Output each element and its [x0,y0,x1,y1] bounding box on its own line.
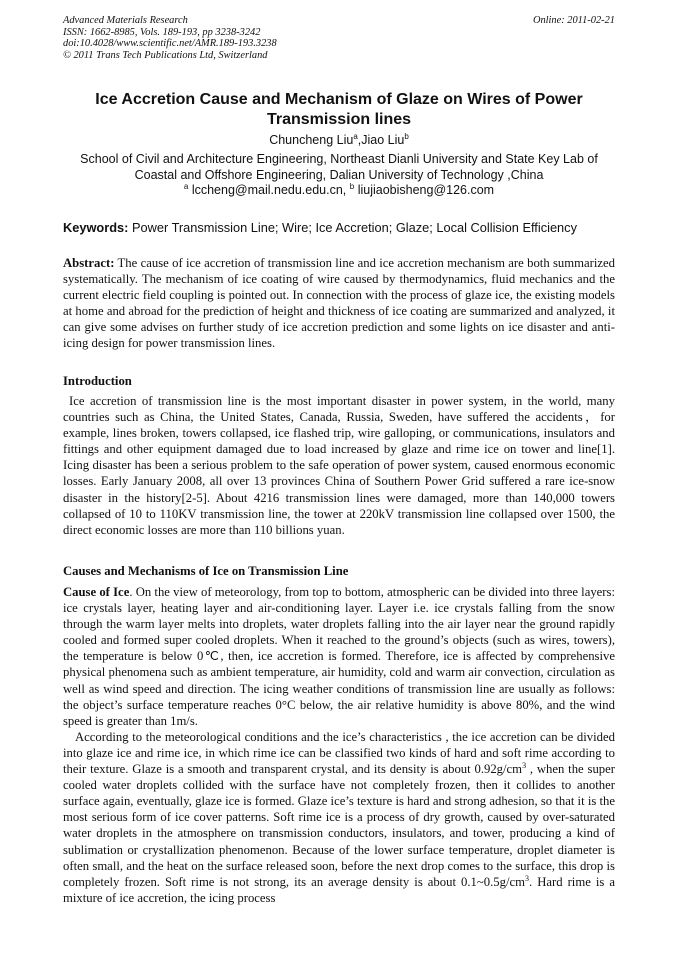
cause-text: . On the view of meteorology, from top to bottom, atmospheric can be divided into three layers: ice crystals layer, heating layer and air-conditioning layer. Layer i.e. ice crystals falling from the snow through the warm layer melts into droplets, water droplets falling into the air layer near the ground rapidly cooled and formed super cooled droplets. When it reached to the ground’s objects (such as wires, towers), the temperature is below 0℃, then, ice accretion is formed. Therefore, ice is affected by comprehensive physical phenomena such as ambient temperature, air humidity, cold and warm air convection, circulation as well as wind speed and direction. The icing weather conditions of transmission line are usually as follows: the object’s surface temperature reaches 0°C below, the air relative humidity is above 80%, and the wind speed is greater than 1m/s. [63,585,615,728]
cause-label: Cause of Ice [63,585,130,599]
issn-line: ISSN: 1662-8985, Vols. 189-193, pp 3238-3242 [63,26,261,38]
causes-heading: Causes and Mechanisms of Ice on Transmission Line [63,564,349,578]
email-a: lccheng@mail.nedu.edu.cn, [188,183,350,197]
journal-name: Advanced Materials Research [63,15,188,26]
email-a-mark: a [183,181,189,191]
causes-section [63,584,615,906]
emails [63,183,615,199]
author-1-mark: a [353,131,358,141]
para2-sup-1: 3 [522,760,527,770]
abstract [63,255,615,352]
author-2-mark: b [404,131,409,141]
affiliation-line-1: School of Civil and Architecture Engineering, Northeast Dianli University and State Key Lab of [80,152,598,166]
title-line-2: Transmission lines [266,111,412,128]
journal-header [63,15,615,61]
cause-paragraph [63,584,615,729]
classification-paragraph [63,729,615,906]
introduction-heading: Introduction [63,374,132,388]
author-2: Jiao Liu [361,133,405,147]
affiliation-line-2: Coastal and Offshore Engineering, Dalian University of Technology ,China [134,167,544,182]
para2-sup-2: 3 [524,873,529,883]
abstract-text: The cause of ice accretion of transmission line and ice accretion mechanism are both summarized systematically. The mechanism of ice coating of wire caused by thermodynamics, fluid mechanics and the current electric field coupling is pointed out. In connection with the process of glaze ice, the existing models at home and abroad for the prediction of height and thickness of ice coating are summarized and analyzed, it can give some advises on further study of ice accretion prediction and some lights on ice disaster and anti-icing design for power transmission lines. [63,256,615,351]
para2-part-2: , when the super cooled water droplets collided with the surface have not completely frozen, then it collides to another surface again, eventually, glaze ice is formed. Glaze ice’s texture is hard and strong adhesion, so that it is the most serious form of ice cover patterns. Soft rime ice is a process of dry growth, caused by over-saturated water droplets in the atmosphere on transmission conductors, insulators, and tower, producing a kind of sublimation or crystallization phenomenon. Because of the lower surface temperature, droplet diameter is often small, and the heat on the surface released soon, before the next drop comes to the surface, this drop is completely frozen. Soft rime is not strong, its an average density is about 0.1~0.5g/cm [63,762,615,889]
introduction-section [63,393,615,538]
email-b-mark: b [349,181,355,191]
paper-title [63,90,615,130]
authors [63,132,615,148]
title-line-1: Ice Accretion Cause and Mechanism of Glaze on Wires of Power [95,91,583,108]
copyright-line: © 2011 Trans Tech Publications Ltd, Switzerland [63,49,268,61]
para2-part-1: According to the meteorological conditions and the ice’s characteristics , the ice accretion can be divided into glaze ice and rime ice, in which rime ice can be classified two kinds of hard and soft rime according to their texture. Glaze is a smooth and transparent crystal, and its density is about 0.92g/cm [63,729,615,777]
keywords-text: Power Transmission Line; Wire; Ice Accretion; Glaze; Local Collision Efficiency [128,220,577,235]
author-1: Chuncheng Liu [269,133,354,147]
keywords-label: Keywords: [63,220,129,235]
affiliation [63,152,615,199]
doi-line: doi:10.4028/www.scientific.net/AMR.189-193.3238 [63,38,277,50]
author-separator: , [357,133,362,147]
para2-part-3: . Hard rime is a mixture of ice accretion, the icing process [63,874,615,905]
abstract-label: Abstract: [63,256,115,270]
introduction-paragraph: Ice accretion of transmission line is the most important disaster in power system, in the world, many countries such as China, the United States, Canada, Russia, Sweden, have suffered the accidents，for example, lines broken, towers collapsed, ice flashed trip, wire galloping, or communications, insulators and fittings and other equipment damaged due to load increased by glaze and rime ice on tower and line[1]. Icing disaster has been a serious problem to the safe operation of power system, caused enormous economic losses. Early January 2008, all over 13 provinces China of Southern Power Grid suffered a rare ice-snow disaster in the history[2-5]. About 4216 transmission lines were damaged, more than 140,000 towers collapsed of 10 to 110KV transmission line, the tower at 220kV transmission line collapsed over 1500, the direct economic losses are more than 110 billions yuan. [63,394,615,537]
online-date: Online: 2011-02-21 [532,15,615,26]
keywords [63,220,623,236]
email-b: liujiaobisheng@126.com [354,183,495,197]
